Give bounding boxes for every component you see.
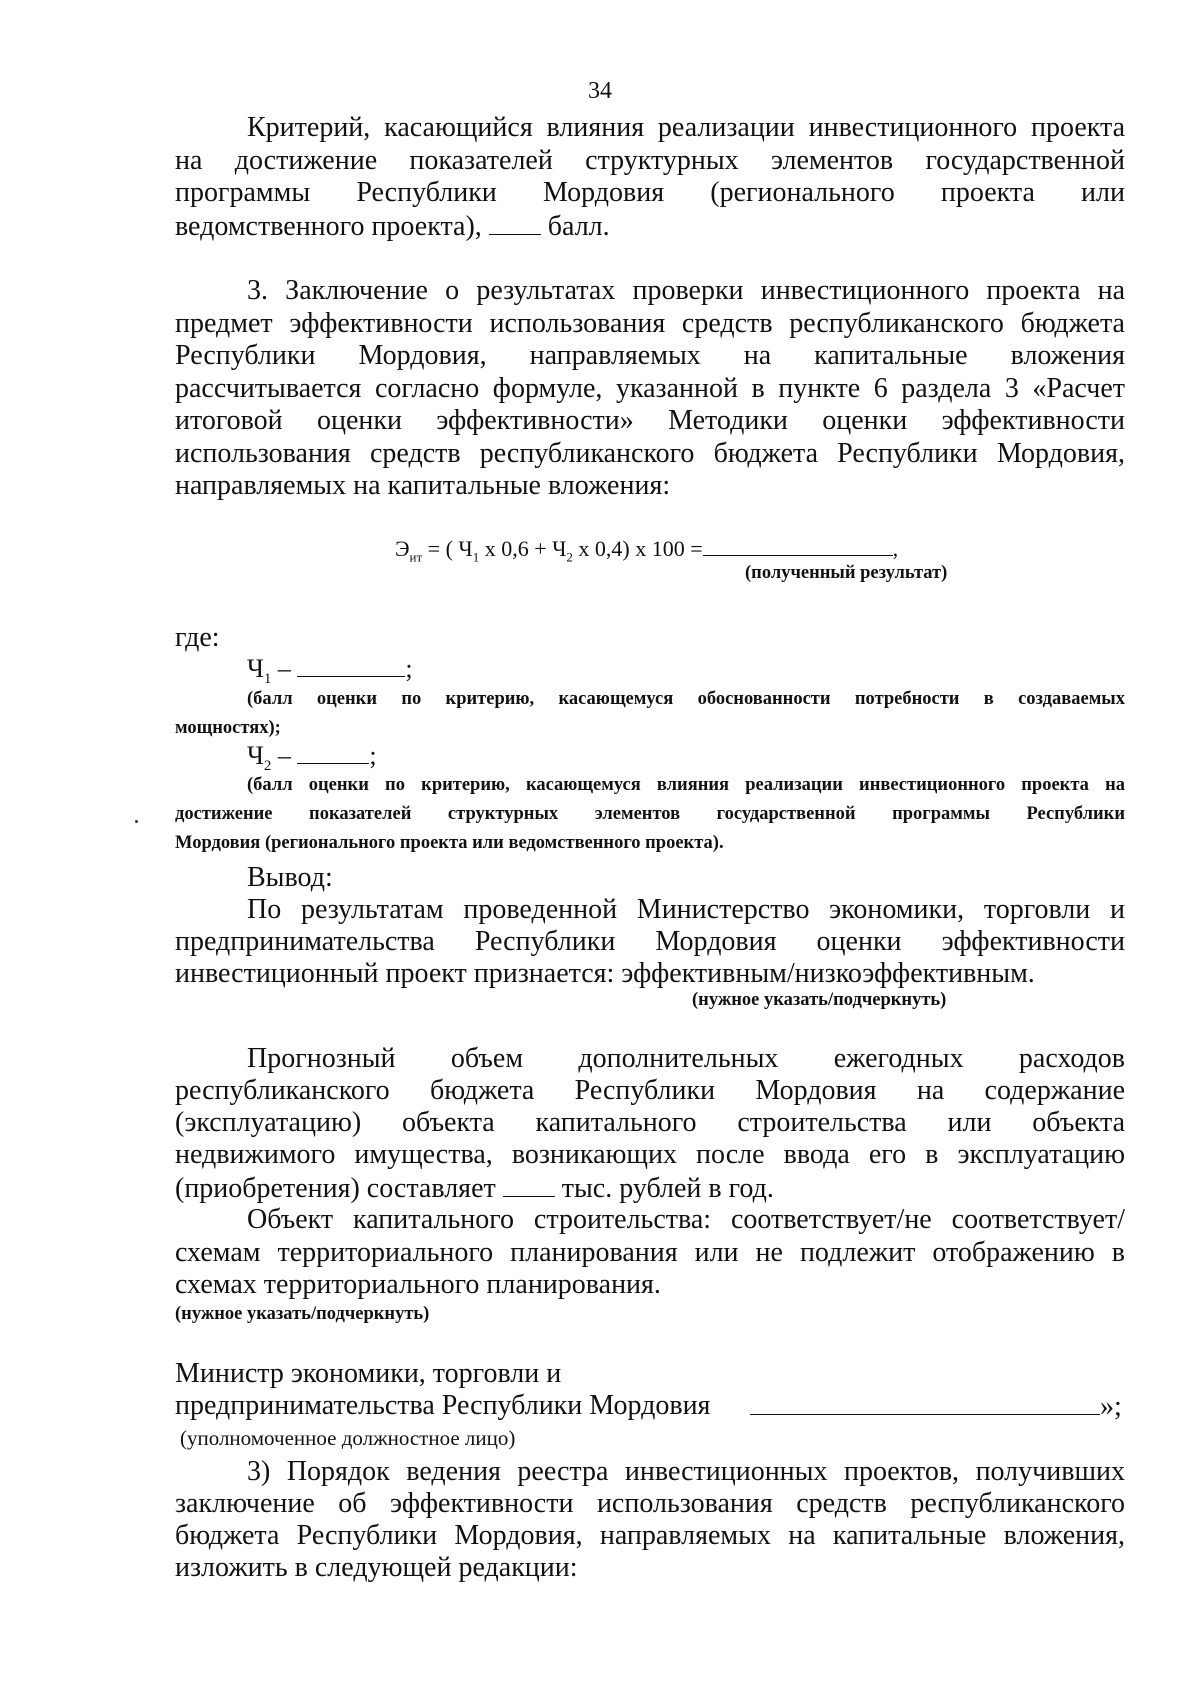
var2-sub: 2 [263, 758, 272, 775]
forecast-line2: республиканского бюджета Республики Мордовия на содержание [175, 1075, 1125, 1106]
var2-letter: Ч [247, 741, 264, 770]
var1-end: ; [405, 654, 413, 683]
section3-line6: использования средств республиканского бюджета Республики Мордовия, [175, 438, 1125, 469]
item3-line1: 3) Порядок ведения реестра инвестиционных проектов, получивших [247, 1456, 1125, 1487]
var2-desc-line1: (балл оценки по критерию, касающемуся влияния реализации инвестиционного проекта на [247, 775, 1125, 795]
signature-note: (уполномоченное должностное лицо) [180, 1426, 516, 1450]
var1-blank [297, 655, 405, 677]
var2-desc-line3: Мордовия (регионального проекта или ведомственного проекта). [175, 833, 724, 853]
signature-line1: Министр экономики, торговли и [175, 1358, 562, 1389]
scan-speck [135, 820, 138, 823]
signature-end: »; [1100, 1390, 1122, 1422]
criterion2-line4 [175, 209, 610, 244]
criterion2-line3: программы Республики Мордовия (регионального проекта или [175, 177, 1125, 208]
formula-sub1: 1 [472, 549, 480, 565]
section3-line5: итоговой оценки эффективности» Методики оценки эффективности [175, 405, 1125, 436]
section3-line1: 3. Заключение о результатах проверки инвестиционного проекта на [247, 275, 1125, 306]
criterion2-text: ведомственного проекта), [175, 211, 482, 243]
var1-definition [247, 654, 413, 688]
page-number: 34 [588, 78, 612, 104]
formula-part2: х 0,6 + Ч [479, 536, 567, 561]
conclusion-line3: инвестиционный проект признается: эффективным/низкоэффективным. [175, 958, 1035, 989]
conclusion-line2: предпринимательства Республики Мордовия оценки эффективности [175, 926, 1125, 957]
forecast-line5 [175, 1171, 774, 1206]
section3-line7: направляемых на капитальные вложения: [175, 470, 671, 501]
section3-line4: рассчитывается согласно формуле, указанной в пункте 6 раздела 3 «Расчет [175, 373, 1125, 404]
signature-line2: предпринимательства Республики Мордовия [175, 1390, 711, 1421]
item3-line2: заключение об эффективности использования средств республиканского [175, 1488, 1125, 1519]
var2-end: ; [369, 741, 377, 770]
score-blank [489, 209, 541, 235]
formula-lhs-sub: ит [409, 549, 423, 565]
item3-line4: изложить в следующей редакции: [175, 1552, 578, 1583]
conclusion-line1: По результатам проведенной Министерство экономики, торговли и [247, 894, 1125, 925]
section3-line3: Республики Мордовия, направляемых на капитальные вложения [175, 340, 1125, 371]
object-line1: Объект капитального строительства: соответствует/не соответствует/ [247, 1204, 1125, 1235]
forecast-line3: (эксплуатацию) объекта капитального строительства или объекта [175, 1107, 1125, 1138]
formula-part3: х 0,4) х 100 = [572, 536, 703, 561]
criterion2-unit: балл. [547, 211, 610, 243]
signature-field [750, 1390, 1122, 1423]
where-label: где: [175, 622, 220, 653]
var1-desc-line2: мощностях); [175, 718, 281, 738]
var2-dash: – [271, 741, 298, 770]
object-line3: схемах территориального планирования. [175, 1269, 661, 1300]
signature-blank [750, 1390, 1100, 1415]
criterion2-line1: Критерий, касающийся влияния реализации инвестиционного проекта [247, 112, 1125, 143]
formula-caption: (полученный результат) [745, 563, 948, 583]
formula-trail: , [892, 536, 899, 561]
var1-letter: Ч [247, 654, 264, 683]
forecast-text: (приобретения) составляет [175, 1173, 496, 1205]
amount-blank [503, 1171, 555, 1197]
var2-blank [297, 742, 369, 764]
section3-line2: предмет эффективности использования средств республиканского бюджета [175, 308, 1125, 339]
efficiency-formula [395, 536, 898, 565]
item3-line3: бюджета Республики Мордовия, направляемых на капитальные вложения, [175, 1520, 1125, 1551]
var1-dash: – [271, 654, 298, 683]
forecast-line4: недвижимого имущества, возникающих после ввода его в эксплуатацию [175, 1139, 1125, 1170]
forecast-line1: Прогнозный объем дополнительных ежегодных расходов [247, 1043, 1125, 1074]
var1-sub: 1 [263, 671, 272, 688]
conclusion-heading: Вывод: [247, 862, 333, 893]
object-line2: схемам территориального планирования или не подлежит отображению в [175, 1237, 1125, 1268]
criterion2-line2: на достижение показателей структурных элементов государственной [175, 145, 1125, 176]
conclusion-note: (нужное указать/подчеркнуть) [692, 990, 947, 1010]
var2-desc-line2: достижение показателей структурных элементов государственной программы Республики [175, 804, 1125, 824]
result-blank [703, 537, 893, 556]
object-note: (нужное указать/подчеркнуть) [175, 1304, 430, 1324]
formula-part1: = ( Ч [422, 536, 473, 561]
formula-lhs: Э [395, 536, 410, 561]
var1-desc-line1: (балл оценки по критерию, касающемуся обоснованности потребности в создаваемых [247, 689, 1125, 709]
formula-sub2: 2 [566, 549, 573, 565]
forecast-unit: тыс. рублей в год. [561, 1173, 774, 1205]
